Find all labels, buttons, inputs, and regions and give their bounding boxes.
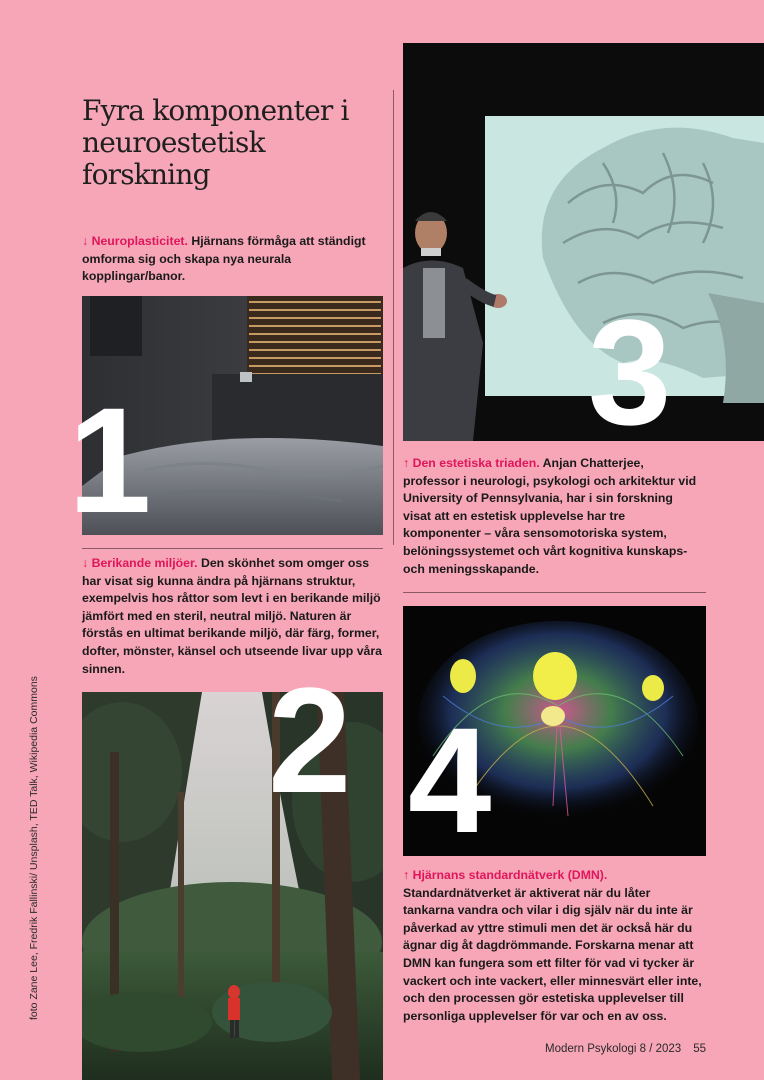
- arrow-up-icon: ↑: [403, 456, 410, 470]
- arrow-down-icon: ↓: [82, 556, 89, 570]
- section-3-text: [403, 455, 703, 578]
- left-divider: [82, 548, 383, 549]
- right-divider: [403, 592, 706, 593]
- section-1-heading: Neuroplasticitet.: [91, 234, 188, 248]
- column-divider: [393, 90, 394, 545]
- section-4-text: [403, 867, 705, 1025]
- section-3-heading: Den estetiska triaden.: [412, 456, 540, 470]
- arrow-up-icon: ↑: [403, 868, 410, 882]
- section-4-body: Standardnätverket är aktiverat när du låter tankarna vandra och vilar i dig själv när du inte är påverkad av yttre stimuli men det är också här du ägnar dig åt dagdrömmande. Forskarna menar att DMN kan fungera som ett filter för vad vi tycker är vackert och inte vackert, eller minnesvärt eller inte, och den processen gör estetiska upplevelser till personliga upplevelser för var och en av oss.: [403, 885, 702, 1023]
- section-2-heading: Berikande miljöer.: [91, 556, 198, 570]
- page-footer: [545, 1043, 706, 1055]
- number-1: 1: [68, 376, 148, 544]
- photo-credit: foto Zane Lee, Fredrik Fallinski/ Unsplash, TED Talk, Wikipedia Commons: [28, 676, 40, 1020]
- page-number: 55: [693, 1043, 706, 1055]
- number-4: 4: [408, 696, 488, 864]
- page-title: Fyra komponenter i neuroestetisk forskning: [82, 94, 349, 191]
- speaker-brain-photo: [403, 43, 764, 441]
- section-4-heading: Hjärnans standardnätverk (DMN).: [412, 868, 608, 882]
- number-3: 3: [588, 288, 668, 456]
- magazine-issue: Modern Psykologi 8 / 2023: [545, 1043, 682, 1055]
- arrow-down-icon: ↓: [82, 234, 89, 248]
- section-3-body: Anjan Chatterjee, professor i neurologi, psykologi och arkitektur vid University of Pennsylvania, har i sin forskning visat att en estetisk upplevelse har tre komponenter – våra sensomotoriska system, belöningssystemet och vårt kognitiva kunskaps- och meningsskapande.: [403, 456, 697, 576]
- section-1-text: [82, 233, 382, 286]
- section-2-body: Den skönhet som omger oss har visat sig kunna ändra på hjärnans struktur, exempelvis hos råttor som levt i en berikande miljö jämfört med en steril, neutral miljö. Naturen är förstås en ultimat berikande miljö, där färg, former, dofter, mönster, känsel och utseende livar upp våra sinnen.: [82, 556, 383, 676]
- number-2: 2: [268, 656, 348, 824]
- section-1-body: Hjärnans förmåga att ständigt omforma sig och skapa nya neurala kopplingar/banor.: [82, 234, 366, 284]
